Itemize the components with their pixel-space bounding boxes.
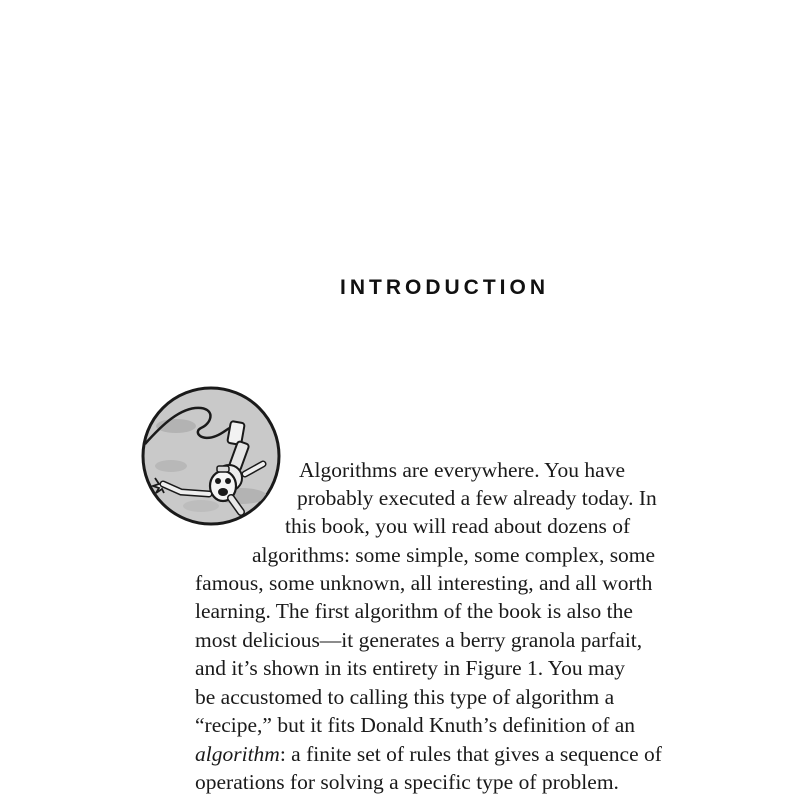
paragraph-line-rest: : a finite set of rules that gives a sequence of (279, 742, 662, 766)
paragraph-line: operations for solving a specific type of problem. (195, 770, 619, 794)
paragraph-line: probably executed a few already today. In (297, 486, 657, 510)
paragraph-line: famous, some unknown, all interesting, and all worth (195, 571, 653, 595)
robot-astronaut-illustration (141, 386, 281, 526)
paragraph-line: “recipe,” but it fits Donald Knuth’s definition of an (195, 713, 636, 737)
paragraph-line (195, 740, 662, 768)
paragraph-line: be accustomed to calling this type of algorithm a (195, 685, 615, 709)
paragraph-line: this book, you will read about dozens of (285, 514, 631, 538)
paragraph-line: most delicious—it generates a berry granola parfait, (195, 628, 643, 652)
paragraph-line: algorithms: some simple, some complex, some (252, 543, 656, 567)
paragraph-line: Algorithms are everywhere. You have (299, 458, 625, 482)
paragraph-line: and it’s shown in its entirety in Figure 1. You may (195, 656, 625, 680)
paragraph-line: learning. The first algorithm of the book is also the (195, 599, 633, 623)
chapter-title: INTRODUCTION (340, 276, 549, 299)
italic-term: algorithm (195, 742, 280, 766)
